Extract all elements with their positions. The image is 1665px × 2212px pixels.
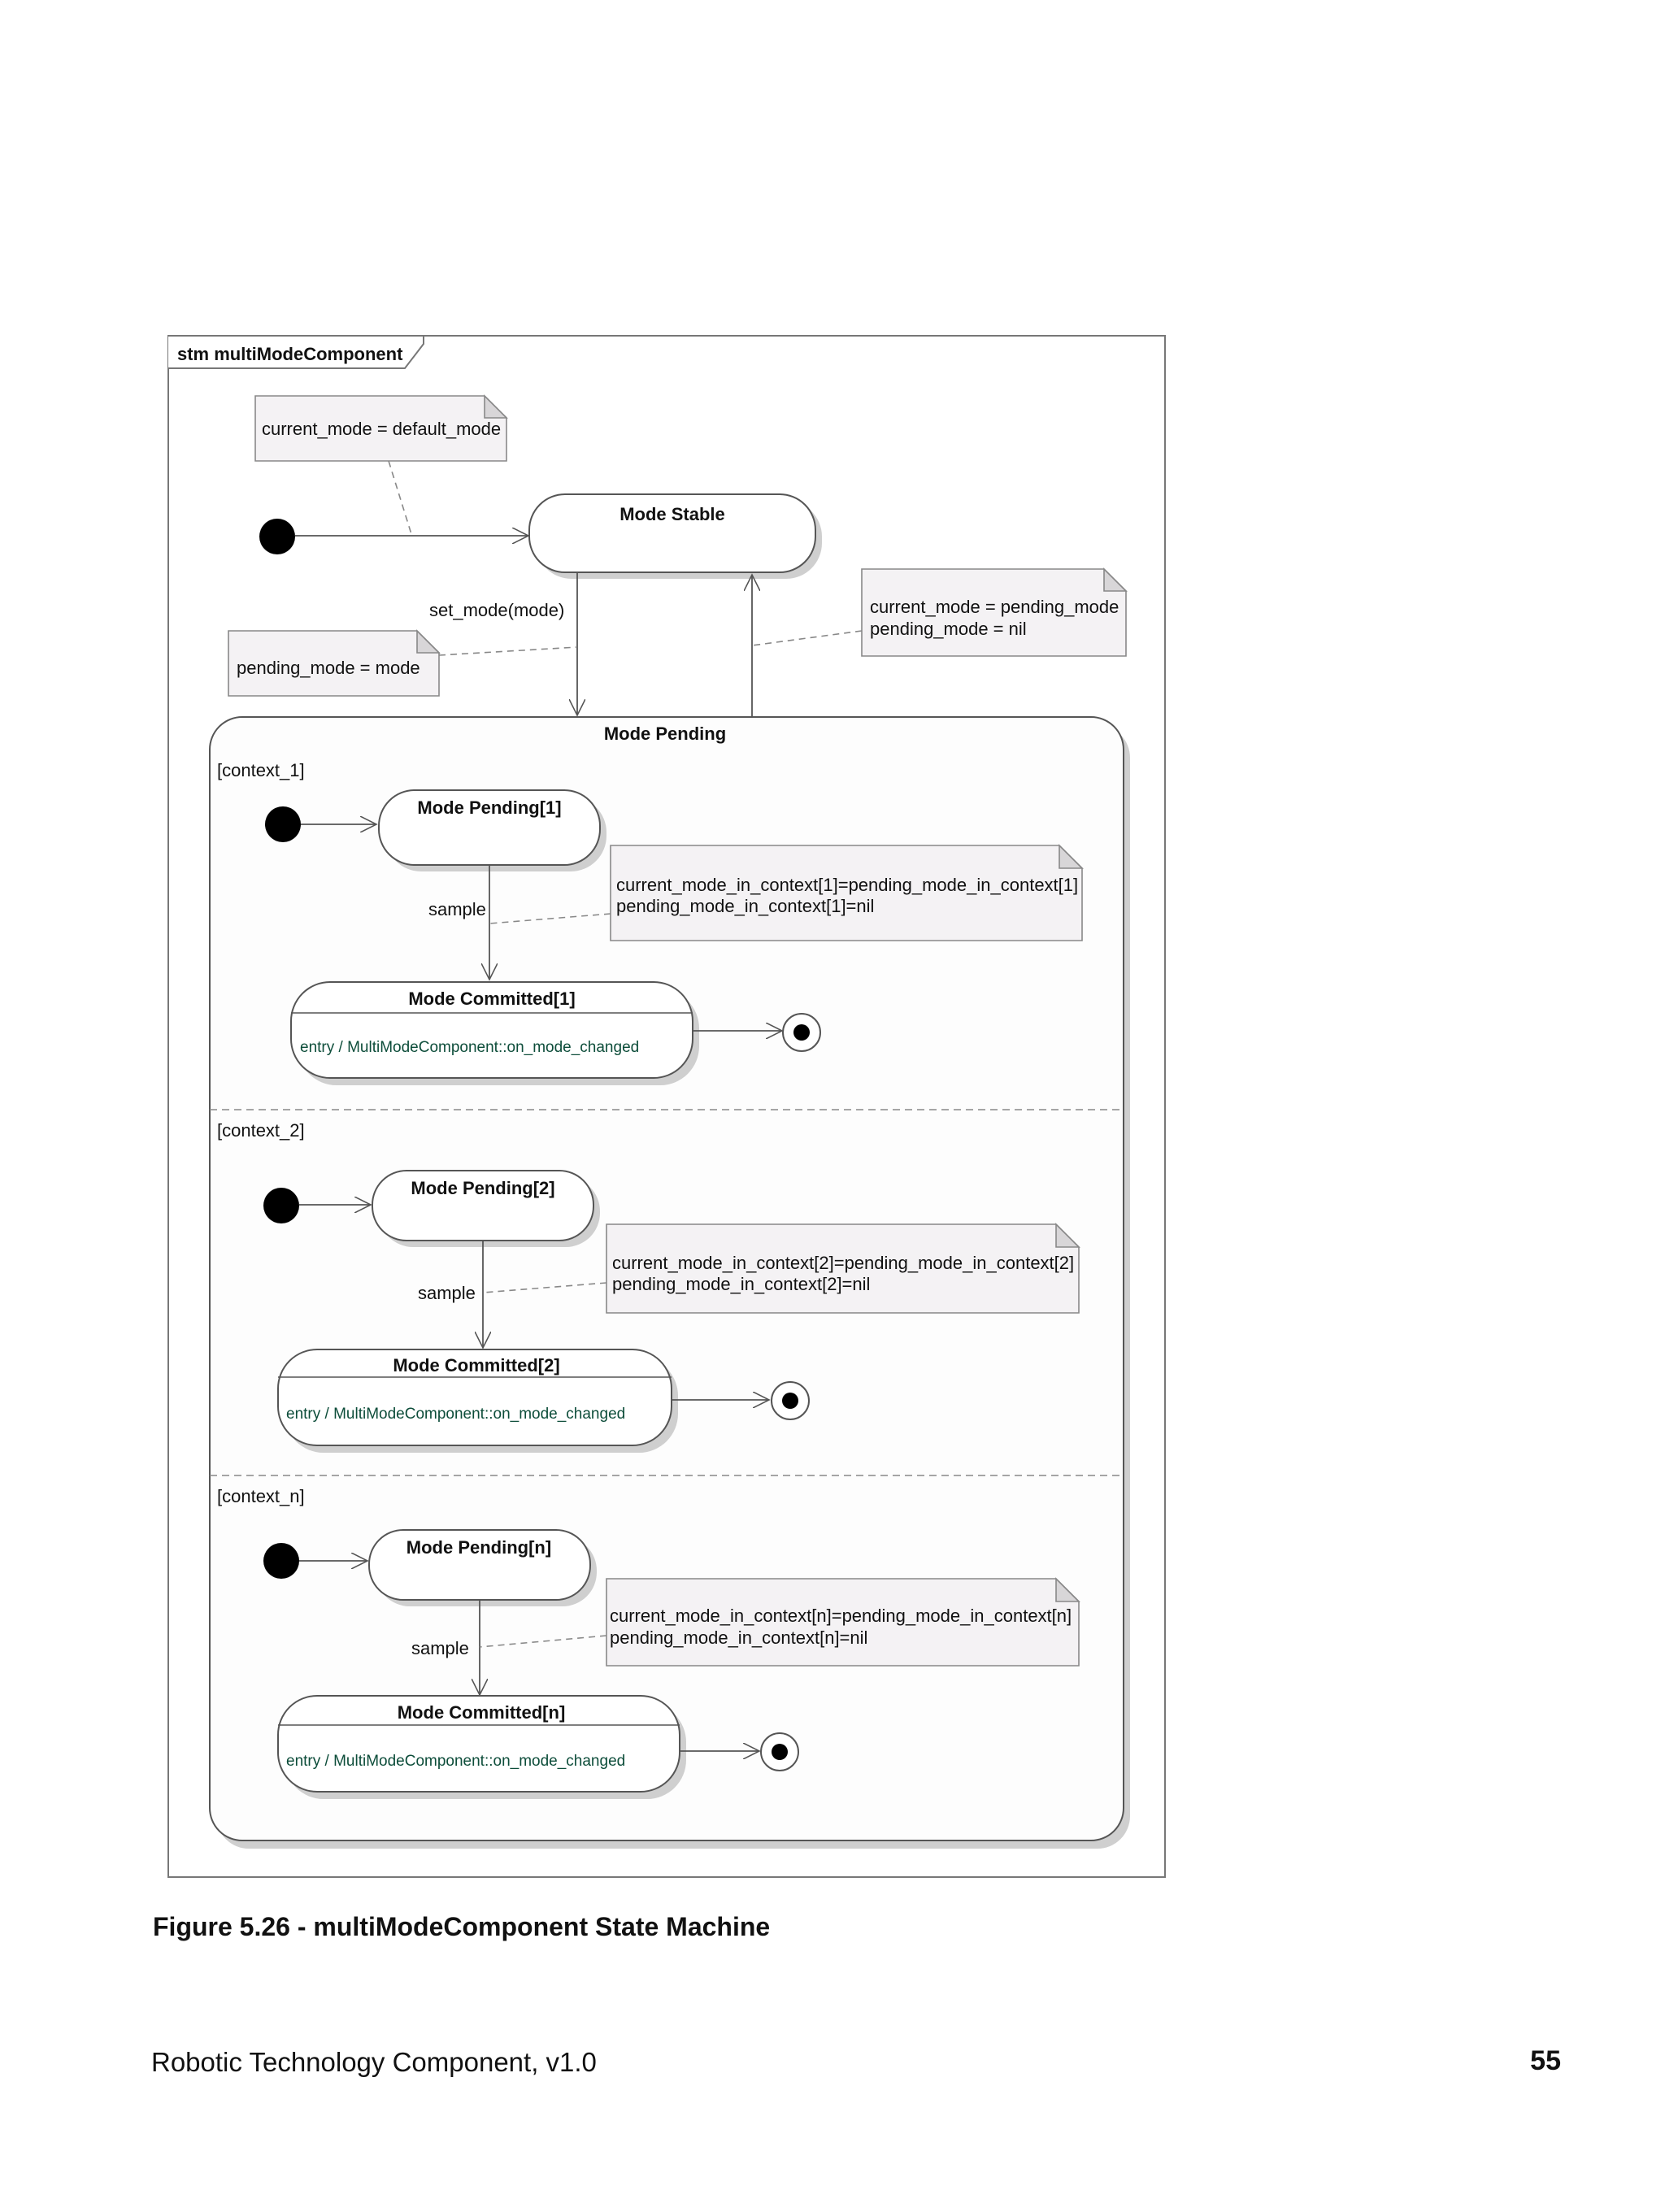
final-state-context-1 xyxy=(783,1014,820,1051)
initial-pseudostate-context-n xyxy=(263,1543,299,1579)
state-mode-stable xyxy=(529,494,822,579)
note-context-1 xyxy=(611,845,1082,941)
initial-pseudostate-context-1 xyxy=(265,806,301,842)
label-sample-1: sample xyxy=(428,899,486,919)
svg-text:pending_mode_in_context[1]=nil: pending_mode_in_context[1]=nil xyxy=(616,896,875,916)
note-context-n xyxy=(606,1579,1079,1666)
state-mode-pending-1 xyxy=(379,790,606,871)
svg-text:Mode Pending: Mode Pending xyxy=(603,724,727,744)
svg-text:Mode Committed[n]: Mode Committed[n] xyxy=(397,1702,566,1723)
region-label-context-n: [context_n] xyxy=(217,1486,305,1506)
region-label-context-2: [context_2] xyxy=(217,1120,305,1141)
svg-text:current_mode_in_context[n]=pen: current_mode_in_context[n]=pending_mode_in_context[n] xyxy=(610,1606,1072,1626)
svg-text:current_mode = default_mode: current_mode = default_mode xyxy=(262,419,502,439)
label-sample-2: sample xyxy=(418,1283,476,1303)
svg-text:entry / MultiModeComponent::on: entry / MultiModeComponent::on_mode_changed xyxy=(286,1406,626,1423)
svg-text:Mode Pending[1]: Mode Pending[1] xyxy=(417,797,562,818)
svg-text:Mode Pending[2]: Mode Pending[2] xyxy=(411,1178,555,1198)
svg-text:Mode Stable: Mode Stable xyxy=(619,504,725,524)
note-init xyxy=(255,396,506,461)
svg-text:current_mode_in_context[2]=pen: current_mode_in_context[2]=pending_mode_in_context[2] xyxy=(612,1253,1075,1273)
svg-text:Mode Committed[1]: Mode Committed[1] xyxy=(408,989,576,1009)
state-mode-pending-2 xyxy=(372,1171,600,1247)
svg-text:pending_mode = mode: pending_mode = mode xyxy=(237,658,420,678)
svg-text:pending_mode = nil: pending_mode = nil xyxy=(870,619,1027,639)
label-set-mode: set_mode(mode) xyxy=(429,600,565,620)
region-label-context-1: [context_1] xyxy=(217,760,305,780)
initial-pseudostate xyxy=(259,519,295,554)
final-state-context-n xyxy=(761,1733,798,1771)
frame-label: stm multiModeComponent xyxy=(177,344,403,364)
svg-text:entry / MultiModeComponent::on: entry / MultiModeComponent::on_mode_changed xyxy=(286,1753,626,1770)
note-stable-assign xyxy=(862,569,1126,656)
state-mode-committed-n xyxy=(278,1696,686,1799)
note-pending-mode xyxy=(228,631,439,696)
note-context-2 xyxy=(606,1224,1079,1313)
svg-text:entry / MultiModeComponent::on: entry / MultiModeComponent::on_mode_changed xyxy=(300,1039,640,1056)
final-state-context-2 xyxy=(772,1382,809,1419)
figure-caption: Figure 5.26 - multiModeComponent State Machine xyxy=(153,1912,771,1941)
svg-text:Mode Pending[n]: Mode Pending[n] xyxy=(406,1537,552,1558)
initial-pseudostate-context-2 xyxy=(263,1188,299,1223)
page-number: 55 xyxy=(1530,2045,1561,2076)
label-sample-n: sample xyxy=(411,1638,469,1658)
state-mode-committed-2 xyxy=(278,1349,678,1453)
state-mode-pending-n xyxy=(369,1530,597,1606)
svg-text:pending_mode_in_context[2]=nil: pending_mode_in_context[2]=nil xyxy=(612,1274,871,1294)
footer-title: Robotic Technology Component, v1.0 xyxy=(151,2047,597,2077)
svg-text:Mode Committed[2]: Mode Committed[2] xyxy=(393,1355,560,1375)
state-mode-committed-1 xyxy=(291,982,699,1085)
svg-text:pending_mode_in_context[n]=nil: pending_mode_in_context[n]=nil xyxy=(610,1627,868,1648)
svg-text:current_mode_in_context[1]=pen: current_mode_in_context[1]=pending_mode_in_context[1] xyxy=(616,875,1079,895)
svg-text:current_mode = pending_mode: current_mode = pending_mode xyxy=(870,597,1119,617)
